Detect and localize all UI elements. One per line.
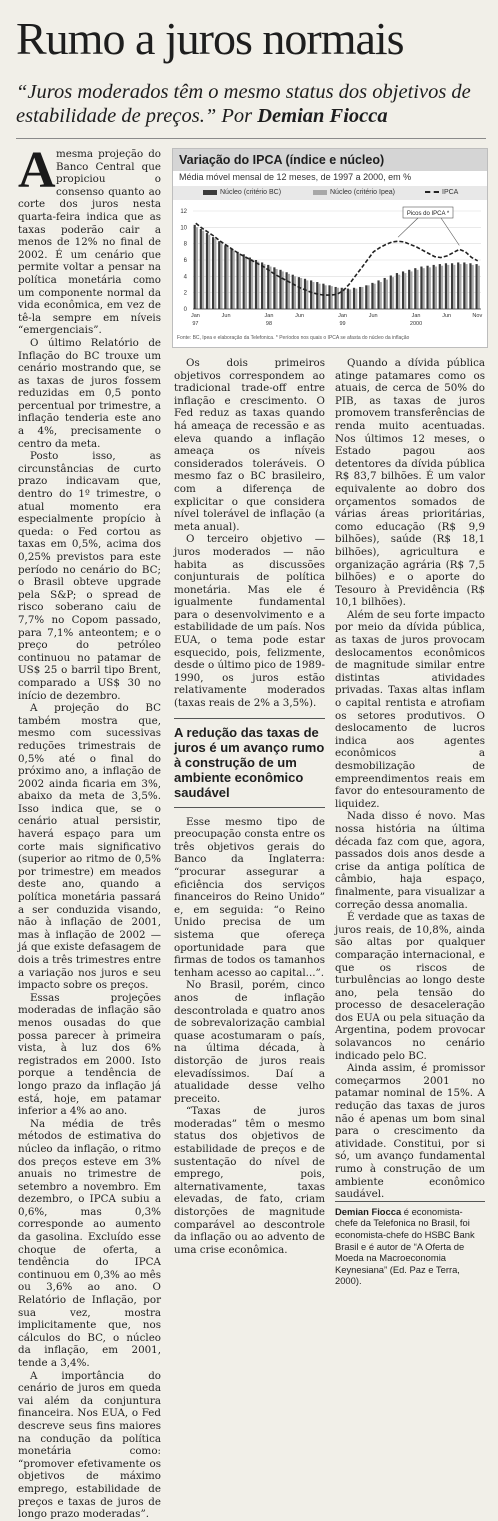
bar-nucleo-bc bbox=[279, 270, 281, 309]
bar-nucleo-ipea bbox=[202, 231, 204, 309]
legend-swatch bbox=[313, 190, 327, 195]
bar-nucleo-bc bbox=[377, 280, 379, 309]
bar-nucleo-bc bbox=[304, 279, 306, 309]
bar-nucleo-ipea bbox=[337, 288, 339, 309]
dropcap: A bbox=[18, 142, 56, 199]
bar-nucleo-ipea bbox=[233, 250, 235, 309]
chart-legend bbox=[173, 186, 487, 200]
bar-nucleo-ipea bbox=[208, 235, 210, 309]
bar-nucleo-ipea bbox=[459, 264, 461, 309]
bar-nucleo-bc bbox=[433, 265, 435, 309]
bar-nucleo-ipea bbox=[392, 277, 394, 309]
bar-nucleo-ipea bbox=[380, 282, 382, 309]
x-tick-label: Jan bbox=[264, 313, 274, 319]
bar-nucleo-ipea bbox=[349, 289, 351, 309]
bar-nucleo-ipea bbox=[441, 266, 443, 309]
bar-nucleo-bc bbox=[347, 289, 349, 309]
bar-nucleo-ipea bbox=[386, 280, 388, 309]
paragraph: Posto isso, as circunstâncias de curto prazo indicavam que, dentro do 1º trimestre, o atual momento era especialmente propício à queda: o Fed cortou as taxas em 0,5%, acima dos 0,25% previstos para este período no cenário do BC; o Brasil obteve upgrade pela S&P; o spread de risco soberano caiu de 7,7% no Copom passado, para 7,1% anteontem; e o preço do petróleo continuou no patamar de US$ 25 o barril tipo Brent, comparado a US$ 30 no início de dezembro. bbox=[18, 450, 161, 702]
bar-nucleo-ipea bbox=[361, 287, 363, 309]
bar-nucleo-bc bbox=[384, 278, 386, 309]
paragraph: Esse mesmo tipo de preocupação consta entre os três objetivos gerais do Banco da Inglaterra: “procurar assegurar a eficiência dos serviços financeiros do Reino Unido” e, em seguida: “o Reino Unido precisa de um sistema que ofereça oportunidade para que firmas de todos os tamanhos tenham acesso ao capital...”. bbox=[174, 815, 325, 979]
column-3 bbox=[335, 357, 485, 1287]
bar-nucleo-ipea bbox=[318, 284, 320, 309]
bar-nucleo-bc bbox=[475, 264, 477, 309]
bar-nucleo-bc bbox=[206, 233, 208, 309]
bar-nucleo-ipea bbox=[196, 227, 198, 309]
bar-nucleo-bc bbox=[420, 267, 422, 309]
bar-nucleo-ipea bbox=[263, 264, 265, 309]
paragraph: Os dois primeiros objetivos correspondem ao tradicional trade-off entre inflação e crescimento. O Fed reduz as taxas quando há ameaça de recessão e as eleva quando a inflação ameaça os níveis considerados toleráveis. O mesmo faz o BC brasileiro, com a diferença de explicitar o que considera nível tolerável de inflação (a meta anual). bbox=[174, 357, 325, 533]
legend-label: IPCA bbox=[442, 189, 459, 196]
legend-item-nucleo-ipea bbox=[313, 189, 395, 196]
paragraph: É verdade que as taxas de juros reais, de 10,8%, ainda são altas por qualquer comparação internacional, e que os riscos de turbulências ao longo deste ano, pela tensão do processo de desaceleração dos EUA ou pela situação da Argentina, podem provocar solavancos no cenário indicado pelo BC. bbox=[335, 911, 485, 1062]
x-tick-label: Jun bbox=[221, 313, 231, 319]
chart-title: Variação do IPCA (índice e núcleo) bbox=[173, 149, 487, 171]
bar-nucleo-bc bbox=[390, 276, 392, 309]
bar-nucleo-ipea bbox=[331, 286, 333, 309]
bar-nucleo-ipea bbox=[324, 285, 326, 309]
deck-byline: Demian Fiocca bbox=[257, 105, 388, 127]
bar-nucleo-bc bbox=[451, 263, 453, 309]
x-year-label: 97 bbox=[192, 321, 199, 327]
bar-nucleo-ipea bbox=[367, 285, 369, 309]
bar-nucleo-ipea bbox=[355, 289, 357, 309]
paragraph: A importância do cenário de juros em queda vai além da conjuntura financeira. Nos EUA, o Fed descreve seus fins maiores na condução da política monetária como: “promover efetivamente os objetivos de máximo emprego, estabilidade de preços e taxas de juros de longo prazo moderadas”. bbox=[18, 1369, 161, 1521]
bar-nucleo-ipea bbox=[429, 267, 431, 309]
subhead: A redução das taxas de juros é um avanço rumo à construção de um ambiente econômico saudável bbox=[174, 718, 325, 808]
column-2 bbox=[174, 357, 325, 1256]
bar-nucleo-ipea bbox=[239, 253, 241, 309]
bar-nucleo-bc bbox=[335, 287, 337, 309]
bar-nucleo-ipea bbox=[472, 265, 474, 309]
bar-nucleo-bc bbox=[200, 229, 202, 309]
bar-nucleo-bc bbox=[243, 254, 245, 309]
bar-nucleo-bc bbox=[322, 284, 324, 309]
legend-item-nucleo-bc bbox=[203, 189, 281, 196]
author-bio: é economista-chefe da Telefonica no Brasil, foi economista-chefe do HSBC Bank Brasil e é autor de “A Oferta de Moeda na Macroeconomia Keynesiana” (Ed. Paz e Terra, 2000). bbox=[335, 1205, 475, 1287]
bar-nucleo-bc bbox=[224, 245, 226, 309]
bar-nucleo-bc bbox=[402, 271, 404, 309]
legend-item-ipca bbox=[425, 189, 458, 196]
y-tick-label: 2 bbox=[183, 290, 187, 297]
bar-nucleo-bc bbox=[439, 264, 441, 309]
y-tick-label: 0 bbox=[183, 307, 187, 313]
bar-nucleo-bc bbox=[230, 249, 232, 309]
column-1 bbox=[18, 142, 161, 1521]
bar-nucleo-ipea bbox=[251, 259, 253, 309]
bar-nucleo-bc bbox=[469, 263, 471, 309]
paragraph: No Brasil, porém, cinco anos de inflação descontrolada e quatro anos de sobrevalorização cambial quase acostumaram o país, na última década, à distorção de juros reais elevadíssimos. Daí a atualidade desse velho preceito. bbox=[174, 979, 325, 1105]
bar-nucleo-bc bbox=[463, 262, 465, 309]
bar-nucleo-ipea bbox=[220, 242, 222, 309]
deck bbox=[16, 80, 486, 128]
bar-nucleo-ipea bbox=[343, 289, 345, 309]
bar-nucleo-bc bbox=[267, 265, 269, 309]
bar-nucleo-bc bbox=[457, 262, 459, 309]
x-year-label: 99 bbox=[339, 321, 346, 327]
x-tick-label: Jun bbox=[295, 313, 305, 319]
legend-label: Núcleo (critério Ipea) bbox=[330, 189, 395, 196]
bar-nucleo-bc bbox=[292, 275, 294, 309]
bar-nucleo-bc bbox=[316, 282, 318, 309]
bar-nucleo-ipea bbox=[453, 265, 455, 309]
x-tick-label: Jan bbox=[411, 313, 421, 319]
paragraph: mesma projeção do Banco Central que propiciou o consenso quanto ao corte dos juros nesta quarta-feira indica que as taxas poderão cair a menos de 12% no final de 2002. É um cenário que permite voltar a pensar na política monetária como um componente normal da vida econômica, em vez de tê-la sempre em níveis “emergenciais”. bbox=[18, 148, 161, 337]
author-note bbox=[335, 1201, 485, 1287]
annotation-label: Picos do IPCA * bbox=[406, 211, 450, 217]
bar-nucleo-bc bbox=[249, 258, 251, 309]
bar-nucleo-bc bbox=[218, 241, 220, 309]
bar-nucleo-bc bbox=[298, 277, 300, 309]
bar-nucleo-ipea bbox=[435, 267, 437, 309]
bar-nucleo-ipea bbox=[306, 280, 308, 309]
headline: Rumo a juros normais bbox=[16, 13, 404, 64]
bar-nucleo-bc bbox=[286, 272, 288, 309]
bar-nucleo-ipea bbox=[312, 282, 314, 309]
bar-nucleo-ipea bbox=[245, 257, 247, 309]
bar-nucleo-bc bbox=[341, 288, 343, 309]
paragraph: Além de seu forte impacto por meio da dívida pública, as taxas de juros provocam deslocamentos econômicos de magnitude similar entre distintas atividades privadas. Taxas altas inflam o capital rentista e atrofiam os setores produtivos. O deslocamento de lucros indica aos agentes econômicos a desmobilização de empreendimentos reais em favor do entesouramento de liquidez. bbox=[335, 608, 485, 810]
bar-nucleo-ipea bbox=[478, 266, 480, 309]
bar-nucleo-bc bbox=[237, 252, 239, 309]
paragraph: Na média de três métodos de estimativa do núcleo da inflação, o ritmo dos preços esteve em 3% anuais no trimestre de setembro a novembro. Em dezembro, o IPCA subiu a 0,6%, mas 0,3% corresponde ao aumento da gasolina. Excluído esse choque de oferta, a tendência do IPCA continuou em 0,3% ao mês ou 3,6% ao ano. O Relatório de Inflação, por sua vez, mostra implicitamente que, nos cálculos do BC, o núcleo da inflação, em 2001, tende a 3,4%. bbox=[18, 1117, 161, 1369]
paragraph: Essas projeções moderadas de inflação são menos ousadas do que possa parecer à primeira vista, à luz dos 6% registrados em 2000. Isto porque a tendência de longo prazo da inflação já está, hoje, em patamar inferior a 4% ao ano. bbox=[18, 991, 161, 1118]
paragraph: A projeção do BC também mostra que, mesmo com sucessivas reduções trimestrais de 0,5% até o final do próximo ano, a inflação de 2002 ainda ficaria em 3%, abaixo da meta de 3,5%. Isso indica que, se o cenário atual persistir, haverá espaço para um corte mais significativo (superior ao ritmo de 0,5% por trimestre) em meados deste ano, quando a política monetária passará a ser conduzida visando, não à inflação de 2001, mas à inflação de 2002 — já que existe defasagem de dois a três trimestres entre a variação nos juros e seu impacto sobre os preços. bbox=[18, 702, 161, 992]
deck-quote: “Juros moderados têm o mesmo status dos objetivos de estabilidade de preços.” Por bbox=[16, 81, 471, 127]
bar-nucleo-ipea bbox=[257, 262, 259, 309]
bar-nucleo-ipea bbox=[447, 265, 449, 309]
bar-nucleo-ipea bbox=[416, 270, 418, 309]
bar-nucleo-bc bbox=[261, 262, 263, 309]
x-year-label: 98 bbox=[265, 321, 273, 327]
bar-nucleo-ipea bbox=[410, 271, 412, 309]
bar-nucleo-bc bbox=[445, 263, 447, 309]
legend-label: Núcleo (critério BC) bbox=[220, 189, 282, 196]
bar-nucleo-bc bbox=[396, 273, 398, 309]
bar-nucleo-ipea bbox=[214, 239, 216, 309]
y-tick-label: 10 bbox=[180, 225, 187, 232]
bar-nucleo-ipea bbox=[294, 276, 296, 309]
bar-nucleo-bc bbox=[310, 280, 312, 309]
author-name: Demian Fiocca bbox=[335, 1205, 402, 1217]
bar-nucleo-ipea bbox=[374, 284, 376, 309]
chart-subtitle: Média móvel mensal de 12 meses, de 1997 a 2000, em % bbox=[179, 172, 412, 182]
bar-nucleo-bc bbox=[414, 268, 416, 309]
bar-nucleo-ipea bbox=[226, 246, 228, 309]
bar-nucleo-bc bbox=[212, 237, 214, 309]
top-rule bbox=[16, 138, 486, 139]
y-tick-label: 4 bbox=[183, 274, 187, 281]
paragraph: O terceiro objetivo — juros moderados — não habita as discussões conjunturais de política monetária. Mas ele é igualmente fundamental para o desenvolvimento e a estabilidade de um país. Nos EUA, o tema pode estar esquecido, pois, felizmente, desde o último pico de 1989-1990, os juros estão relativamente moderados (taxas reais de 2% a 3,5%). bbox=[174, 533, 325, 710]
bar-nucleo-bc bbox=[353, 288, 355, 309]
bar-nucleo-ipea bbox=[465, 264, 467, 309]
annotation-arrow bbox=[441, 218, 459, 245]
chart-plot bbox=[173, 201, 487, 335]
paragraph: Nada disso é novo. Mas nossa história na última década faz com que, agora, passados dois anos desde a crise da antiga política de câmbio, haja espaço, finalmente, para visualizar a correção dessa anomalia. bbox=[335, 810, 485, 911]
x-tick-label: Jan bbox=[338, 313, 347, 319]
legend-swatch bbox=[425, 191, 439, 193]
bar-nucleo-bc bbox=[365, 285, 367, 309]
bar-nucleo-ipea bbox=[269, 267, 271, 309]
x-tick-label: Jun bbox=[442, 313, 452, 319]
x-year-label: 2000 bbox=[409, 321, 423, 327]
bar-nucleo-ipea bbox=[404, 273, 406, 309]
bar-nucleo-bc bbox=[426, 266, 428, 309]
y-tick-label: 12 bbox=[180, 209, 187, 215]
bar-nucleo-bc bbox=[408, 270, 410, 309]
ipca-chart bbox=[172, 148, 488, 348]
bar-nucleo-bc bbox=[194, 225, 196, 309]
chart-source: Fonte: BC, Ipea e elaboração da Telefonica. * Períodos nos quais o IPCA se afasta do núcleo da inflação bbox=[177, 335, 410, 341]
bar-nucleo-ipea bbox=[300, 278, 302, 309]
y-tick-label: 6 bbox=[183, 258, 187, 264]
bar-nucleo-ipea bbox=[282, 271, 284, 309]
paragraph: Ainda assim, é promissor começarmos 2001 no patamar nominal de 15%. A redução das taxas de juros não é apenas um bom sinal para o crescimento da atividade. Constitui, por si só, um avanço fundamental rumo à construção de um ambiente econômico saudável. bbox=[335, 1062, 485, 1201]
x-tick-label: Jan bbox=[191, 313, 200, 319]
paragraph: O último Relatório de Inflação do BC trouxe um cenário mostrando que, se as taxas de juros fossem reduzidas em 0,5 ponto percentual por trimestre, a inflação tenderia este ano a 4%, precisamente o centro da meta. bbox=[18, 336, 161, 450]
bar-nucleo-bc bbox=[328, 285, 330, 309]
bar-nucleo-ipea bbox=[288, 274, 290, 309]
paragraph: “Taxas de juros moderadas” têm o mesmo status dos objetivos de estabilidade de preços e de sustentação do nível de emprego, pois, alternativamente, taxas elevadas, de fato, criam distorções de magnitude comparável ao descontrole da inflação ou ao advento de uma crise econômica. bbox=[174, 1105, 325, 1256]
y-tick-label: 8 bbox=[183, 241, 187, 248]
paragraph: Quando a dívida pública atinge patamares como os atuais, de cerca de 50% do PIB, as taxas de juros promovem transferências de renda muito acentuadas. Nos últimos 12 meses, o Estado pagou aos detentores da dívida pública R$ 83,7 bilhões. É um valor equivalente ao dobro dos orçamentos somados de várias áreas prioritárias, como educação (R$ 9,9 bilhões), saúde (R$ 18,1 bilhões), agricultura e organização agrária (R$ 7,5 bilhões) e o aporte do Tesouro à Previdência (R$ 10,1 bilhões). bbox=[335, 357, 485, 609]
bar-nucleo-bc bbox=[359, 287, 361, 309]
x-tick-label: Jun bbox=[368, 313, 378, 319]
bar-nucleo-bc bbox=[371, 283, 373, 309]
bar-nucleo-ipea bbox=[398, 275, 400, 309]
bar-nucleo-ipea bbox=[423, 268, 425, 309]
x-tick-label: Nov bbox=[472, 313, 483, 319]
bar-nucleo-bc bbox=[255, 260, 257, 309]
legend-swatch bbox=[203, 190, 217, 195]
